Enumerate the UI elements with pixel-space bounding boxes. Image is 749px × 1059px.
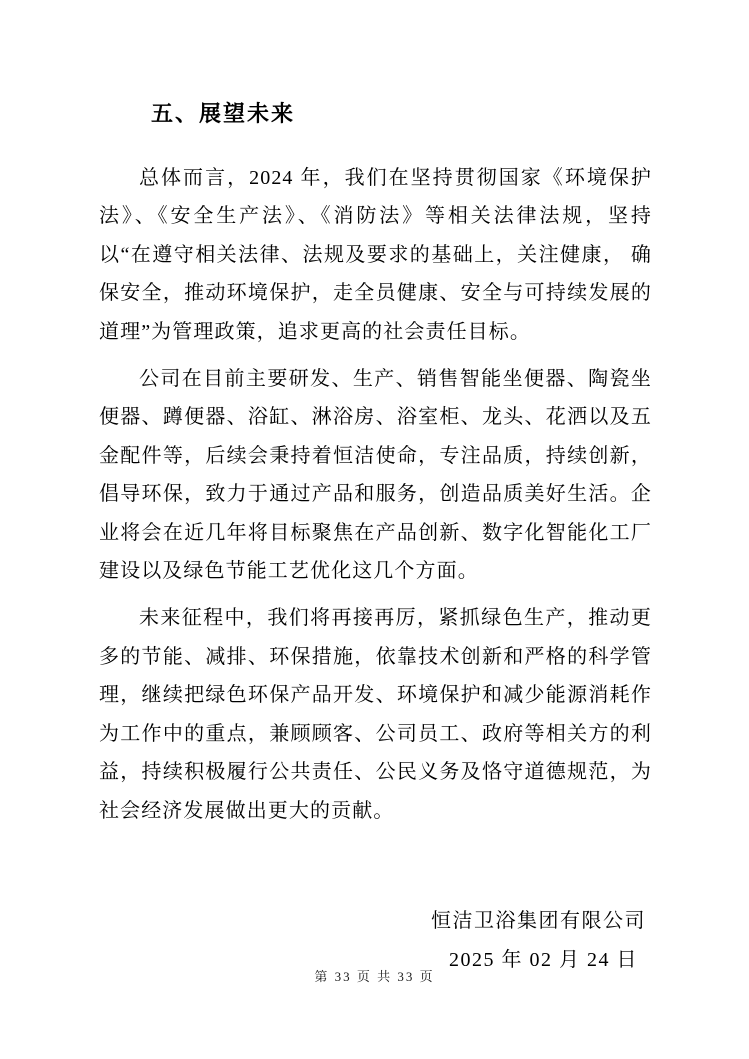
page-number-footer: 第 33 页 共 33 页 xyxy=(314,969,435,984)
paragraph-overview: 总体而言，2024 年，我们在坚持贯彻国家《环境保护法》、《安全生产法》、《消防法》等相关法律法规，坚持以“在遵守相关法律、法规及要求的基础上，关注健康， 确保安全，推动环境保护，走全员健康、安全与可持续发展的道理”为管理政策，追求更高的社会责任目标。 xyxy=(99,167,652,343)
signature-company: 恒洁卫浴集团有限公司 xyxy=(431,909,646,932)
document-body xyxy=(99,0,652,975)
closing-block xyxy=(99,906,652,975)
signature-date: 2025 年 02 月 24 日 xyxy=(449,948,638,971)
paragraph-future-commitment: 未来征程中，我们将再接再厉，紧抓绿色生产，推动更多的节能、减排、环保措施，依靠技术创新和严格的科学管理，继续把绿色环保产品开发、环境保护和减少能源消耗作为工作中的重点，兼顾顾客、公司员工、政府等相关方的利益，持续积极履行公共责任、公民义务及恪守道德规范，为社会经济发展做出更大的贡献。 xyxy=(99,607,652,822)
paragraph-business-focus: 公司在目前主要研发、生产、销售智能坐便器、陶瓷坐便器、蹲便器、浴缸、淋浴房、浴室柜、龙头、花洒以及五金配件等，后续会秉持着恒洁使命，专注品质，持续创新，倡导环保，致力于通过产品和服务，创造品质美好生活。企业将会在近几年将目标聚焦在产品创新、数字化智能化工厂建设以及绿色节能工艺优化这几个方面。 xyxy=(99,368,652,583)
section-heading: 五、展望未来 xyxy=(151,101,296,126)
